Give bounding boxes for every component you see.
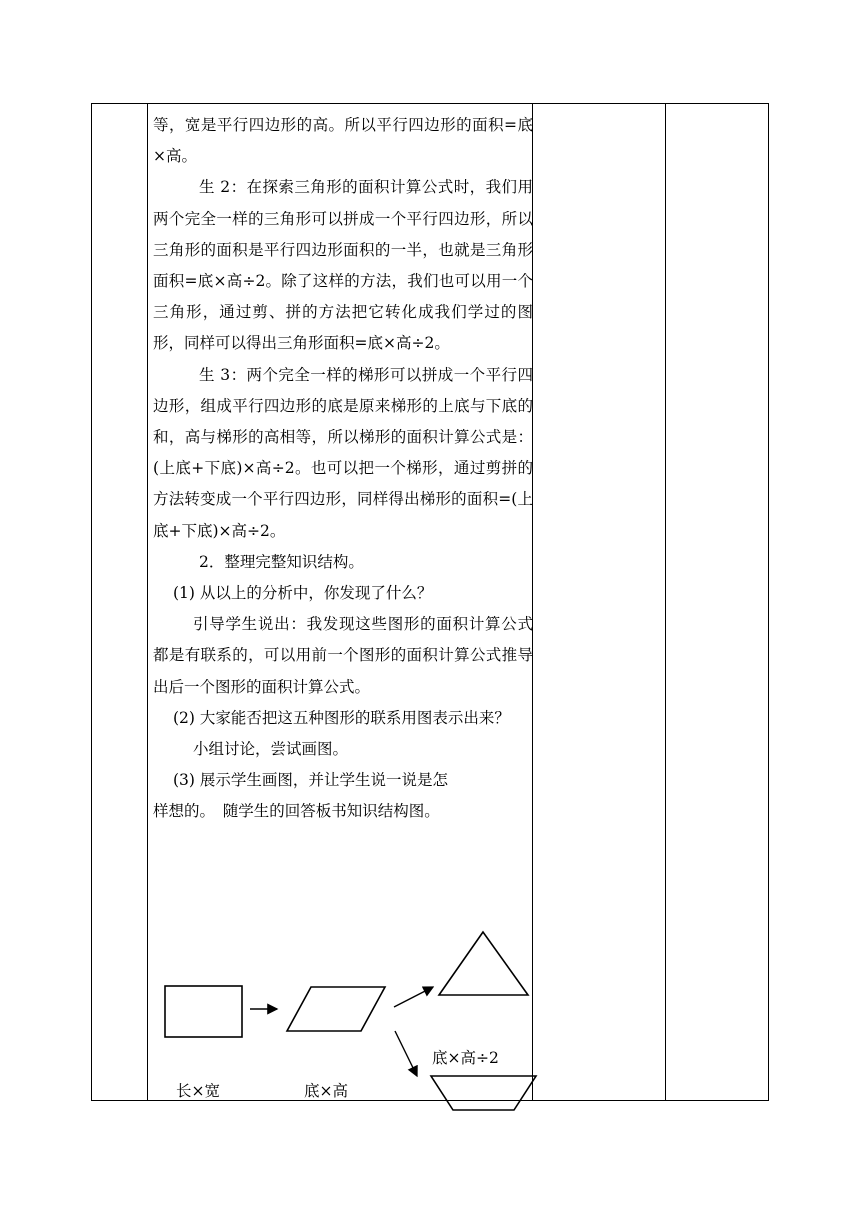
paragraph-question-2: (2) 大家能否把这五种图形的联系用图表示出来？ bbox=[173, 708, 510, 727]
table-border-right bbox=[768, 103, 769, 1101]
paragraph-student-2: 生 2：在探索三角形的面积计算公式时，我们用两个完全一样的三角形可以拼成一个平行四边形，所以三角形的面积是平行四边形面积的一半，也就是三角形面积=底×高÷2。除了这样的方法，我们也可以用一个三角形，通过剪、拼的方法把它转化成我们学过的图形，同样可以得出三角形面积=底×高÷2。 bbox=[153, 178, 533, 353]
teaching-process-cell bbox=[153, 110, 533, 828]
parallelogram-shape bbox=[287, 987, 385, 1031]
paragraph-guided-answer: 引导学生说出：我发现这些图形的面积计算公式都是有联系的，可以用前一个图形的面积计算公式推导出后一个图形的面积计算公式。 bbox=[153, 615, 533, 696]
triangle-shape bbox=[439, 932, 528, 995]
table-border-left bbox=[91, 103, 92, 1101]
knowledge-structure-diagram bbox=[153, 920, 548, 1120]
paragraph-question-1: (1) 从以上的分析中，你发现了什么？ bbox=[173, 584, 433, 603]
paragraph-student-3: 生 3：两个完全一样的梯形可以拼成一个平行四边形，组成平行四边形的底是原来梯形的上底与下底的和，高与梯形的高相等，所以梯形的面积计算公式是：(上底+下底)×高÷2。也可以把一个梯形，通过剪拼的方法转变成一个平行四边形，同样得出梯形的面积=(上底+下底)×高÷2。 bbox=[153, 365, 533, 540]
trapezoid-shape bbox=[431, 1076, 536, 1110]
paragraph-parallelogram-conclusion: 等，宽是平行四边形的高。所以平行四边形的面积=底×高。 bbox=[153, 116, 533, 166]
triangle-area-formula: 底×高÷2 bbox=[432, 1049, 499, 1067]
table-border-top bbox=[91, 103, 769, 104]
rectangle-shape bbox=[165, 986, 242, 1037]
parallelogram-area-formula: 底×高 bbox=[304, 1082, 348, 1100]
table-column-divider-1 bbox=[147, 103, 148, 1101]
paragraph-section-2-heading: 2．整理完整知识结构。 bbox=[199, 552, 364, 571]
arrow-parallelogram-to-trapezoid bbox=[395, 1031, 417, 1076]
arrow-parallelogram-to-triangle bbox=[394, 987, 433, 1007]
rectangle-area-formula: 长×宽 bbox=[176, 1082, 220, 1100]
paragraph-question-3: (3) 展示学生画图，并让学生说一说是怎样想的。 随学生的回答板书知识结构图。 bbox=[153, 771, 448, 821]
paragraph-group-discussion: 小组讨论，尝试画图。 bbox=[193, 740, 349, 759]
table-column-divider-3 bbox=[665, 103, 666, 1101]
